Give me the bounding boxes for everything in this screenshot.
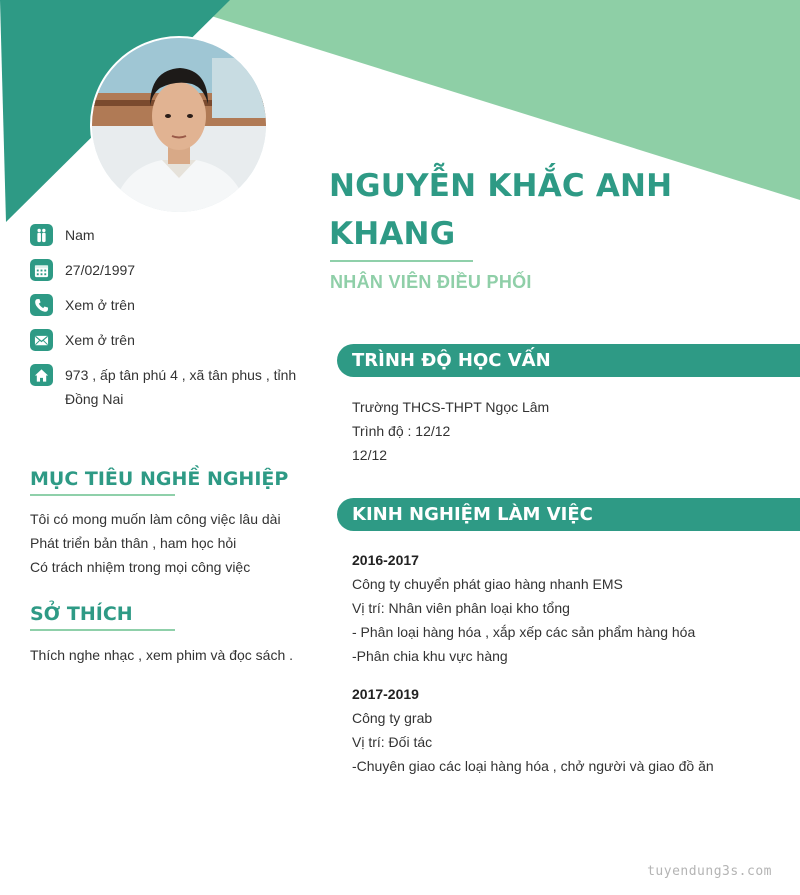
contact-email <box>30 329 310 352</box>
experience-line: - Phân loại hàng hóa , xắp xếp các sản phẩm hàng hóa <box>352 624 696 640</box>
email-value: Xem ở trên <box>65 332 135 348</box>
objective-line: Có trách nhiệm trong mọi công việc <box>30 559 251 575</box>
experience-period: 2016-2017 <box>352 552 419 568</box>
education-line: Trình độ : 12/12 <box>352 423 451 439</box>
hobbies-line: Thích nghe nhạc , xem phim và đọc sách . <box>30 647 294 663</box>
contact-birthdate <box>30 259 310 282</box>
experience-line: Công ty grab <box>352 710 433 726</box>
experience-entry <box>352 548 782 668</box>
experience-entry <box>352 682 782 778</box>
hobbies-heading: SỞ THÍCH <box>30 603 133 625</box>
contact-list <box>30 224 310 423</box>
experience-line: Công ty chuyển phát giao hàng nhanh EMS <box>352 576 623 592</box>
experience-line: Vị trí: Nhân viên phân loại kho tổng <box>352 600 570 616</box>
home-icon <box>30 364 53 386</box>
experience-line: -Phân chia khu vực hàng <box>352 648 508 664</box>
objective-body <box>30 507 320 579</box>
contact-gender <box>30 224 310 247</box>
address-value: 973 , ấp tân phú 4 , xã tân phus , tỉnh Đồng Nai <box>65 367 297 407</box>
birthdate-value: 27/02/1997 <box>65 262 136 278</box>
experience-heading: KINH NGHIỆM LÀM VIỆC <box>337 498 800 531</box>
calendar-icon <box>30 259 53 281</box>
candidate-name: NGUYỄN KHẮC ANH KHANG <box>329 168 673 252</box>
watermark: tuyendung3s.com <box>647 864 772 879</box>
contact-phone <box>30 294 310 317</box>
experience-line: Vị trí: Đối tác <box>352 734 433 750</box>
objective-heading: MỤC TIÊU NGHỀ NGHIỆP <box>30 468 289 490</box>
hobbies-body <box>30 643 320 667</box>
hobbies-underline <box>30 629 175 631</box>
education-body <box>352 395 782 467</box>
gender-icon <box>30 224 53 246</box>
profile-photo <box>92 38 266 212</box>
phone-icon <box>30 294 53 316</box>
objective-line: Tôi có mong muốn làm công việc lâu dài <box>30 511 281 527</box>
gender-value: Nam <box>65 227 95 243</box>
experience-body <box>352 548 782 792</box>
name-underline <box>330 260 473 262</box>
objective-line: Phát triển bản thân , ham học hỏi <box>30 535 237 551</box>
phone-value: Xem ở trên <box>65 297 135 313</box>
education-heading: TRÌNH ĐỘ HỌC VẤN <box>337 344 800 377</box>
experience-line: -Chuyên giao các loại hàng hóa , chở người và giao đồ ăn <box>352 758 714 774</box>
avatar-illustration <box>92 38 266 212</box>
mail-icon <box>30 329 53 351</box>
education-line: 12/12 <box>352 447 388 463</box>
experience-period: 2017-2019 <box>352 686 419 702</box>
contact-address <box>30 364 310 411</box>
objective-underline <box>30 494 175 496</box>
education-line: Trường THCS-THPT Ngọc Lâm <box>352 399 550 415</box>
job-title: NHÂN VIÊN ĐIỀU PHỐI <box>330 272 532 292</box>
